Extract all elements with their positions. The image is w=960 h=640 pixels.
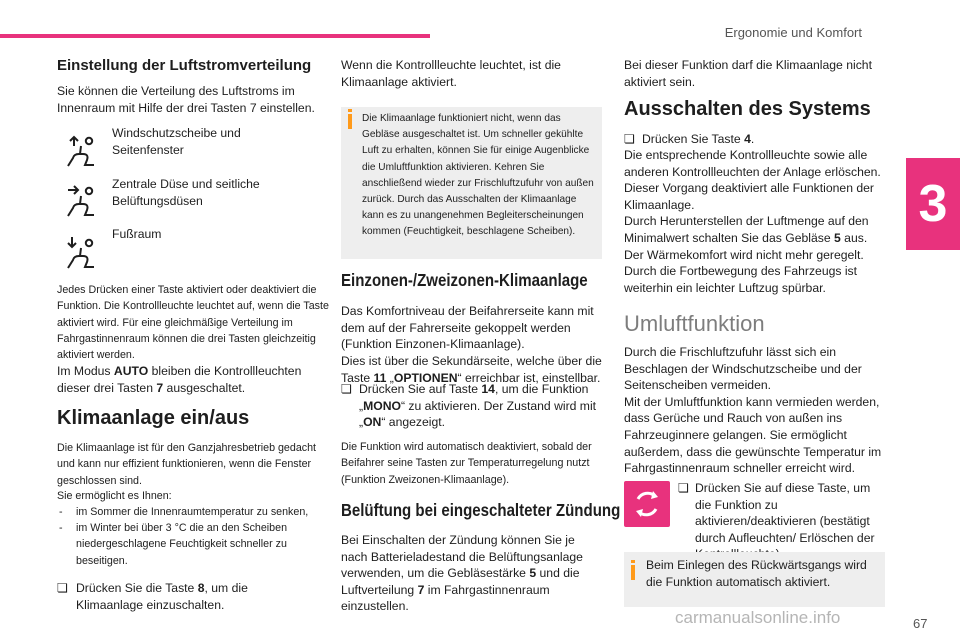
info-box-klima bbox=[341, 107, 602, 259]
paragraph-aus-4: Der Wärmekomfort wird nicht mehr geregelt. bbox=[624, 247, 864, 262]
step-klima-on: Drücken Sie die Taste 8, um die Klimaanlage einzuschalten. bbox=[76, 581, 248, 612]
info-text-rueckwaerts: Beim Einlegen des Rückwärtsgangs wird die Funktion automatisch aktiviert. bbox=[646, 558, 867, 589]
heading-zonen: Einzonen-/Zweizonen-Klimaanlage bbox=[341, 270, 588, 290]
paragraph-aus-5: Durch die Fortbewegung des Fahrzeugs ist weiterhin ein leichter Luftzug spürbar. bbox=[624, 264, 858, 295]
recirculation-icon bbox=[624, 481, 670, 527]
center-vent-icon bbox=[64, 182, 98, 218]
step-mono: Drücken Sie auf Taste 14, um die Funktion „MONO“ zu aktivieren. Der Zustand wird mit „ON“ angezeigt. bbox=[359, 382, 597, 430]
footwell-vent-icon bbox=[64, 234, 98, 270]
option-windshield-label: Windschutzscheibe und Seitenfenster bbox=[112, 126, 241, 157]
info-icon bbox=[348, 114, 352, 129]
step-bullet-icon: ❏ bbox=[341, 382, 352, 396]
paragraph-belueftung: Bei Einschalten der Zündung können Sie je nach Batterieladestand die Belüftungsanlage verwenden, um die Gebläsestärke 5 und die Luftverteilung 7 im Fahrgastinnenraum einzustellen. bbox=[341, 533, 583, 614]
step-bullet-icon: ❏ bbox=[57, 581, 68, 595]
option-footwell-label: Fußraum bbox=[112, 227, 162, 241]
step-taste-4: Drücken Sie Taste 4. bbox=[642, 132, 755, 146]
paragraph-uml-2: Mit der Umluftfunktion kann vermieden werden, dass Gerüche und Rauch von außen ins Fahrzeuginnere gelangen. Sie ermöglicht außerdem, dass die gewünschte Temperatur im Fahrgastinnenraum schneller erreicht wird. bbox=[624, 394, 882, 476]
paragraph-kontrollleuchte: Wenn die Kontrollleuchte leuchtet, ist die Klimaanlage aktiviert. bbox=[341, 58, 561, 89]
option-center-vent-label: Zentrale Düse und seitliche Belüftungsdüsen bbox=[112, 177, 260, 208]
info-box-rueckwaerts bbox=[624, 552, 885, 607]
list-dash: - bbox=[59, 522, 63, 534]
recirculation-button-image bbox=[624, 481, 670, 527]
info-text-klima: Die Klimaanlage funktioniert nicht, wenn das Gebläse ausgeschaltet ist. Um schneller gekühlte Luft zu erhalten, können Sie für einige Augenblicke die Umluftfunktion aktivieren. Kehren Sie anschließend wieder zur Frischluftzufuhr von außen zurück. Durch das Ausschalten der Klimaanlage kann es zu unangenehmen Begleiterscheinungen kommen (Feuchtigkeit, beschlagene Scheiben). bbox=[362, 113, 594, 238]
paragraph-druecken: Jedes Drücken einer Taste aktiviert oder deaktiviert die Funktion. Die Kontrollleuchte leuchtet auf, wenn die Taste aktiviert wird. Für eine gleichmäßige Verteilung im Fahrgastinnenraum können die drei Tasten gleichzeitig aktiviert werden. bbox=[57, 284, 329, 362]
paragraph-komfort: Das Komfortniveau der Beifahrerseite kann mit dem auf der Fahrerseite gekoppelt werden (Funktion Einzonen-Klimaanlage). bbox=[341, 304, 594, 352]
paragraph-aus-3: Durch Herunterstellen der Luftmenge auf den Minimalwert schalten Sie das Gebläse 5 aus. bbox=[624, 214, 869, 245]
page-number: 67 bbox=[913, 616, 928, 631]
list-dash: - bbox=[59, 506, 63, 518]
step-bullet-icon: ❏ bbox=[678, 481, 689, 495]
paragraph-sekundaerseite: Dies ist über die Sekundärseite, welche über die Taste 11 „OPTIONEN“ erreichbar ist, einstellbar. bbox=[341, 354, 602, 385]
section-title: Ergonomie und Komfort bbox=[724, 25, 862, 40]
info-icon bbox=[631, 565, 635, 580]
step-bullet-icon: ❏ bbox=[624, 132, 635, 146]
paragraph-ausschalten bbox=[624, 147, 886, 296]
step-umluft: Drücken Sie auf diese Taste, um die Funktion zu aktivieren/deaktivieren (bestätigt durch Aufleuchten/ Erlöschen der bbox=[695, 481, 875, 545]
header-accent-bar bbox=[0, 34, 430, 38]
windshield-vent-icon bbox=[64, 132, 98, 168]
paragraph-aus-1: Die entsprechende Kontrollleuchte sowie alle anderen Kontrollleuchten der Anlage erlöschen. bbox=[624, 148, 881, 179]
paragraph-uml-1: Durch die Frischluftzufuhr lässt sich ein Beschlagen der Windschutzscheibe und der Seitenscheiben vermeiden. bbox=[624, 345, 862, 393]
paragraph-auto-mode: Im Modus AUTO bleiben die Kontrollleuchten dieser drei Tasten 7 ausgeschaltet. bbox=[57, 364, 302, 395]
list-item-summer: im Sommer die Innenraumtemperatur zu senken, bbox=[76, 506, 309, 518]
heading-belueftung: Belüftung bei eingeschalteter Zündung bbox=[341, 500, 621, 520]
heading-ausschalten: Ausschalten des Systems bbox=[624, 98, 871, 120]
paragraph-luft: Sie können die Verteilung des Luftstroms im Innenraum mit Hilfe der drei Tasten 7 einstellen. bbox=[57, 84, 315, 115]
heading-klimaanlage: Klimaanlage ein/aus bbox=[57, 407, 250, 429]
paragraph-umluft bbox=[624, 344, 886, 477]
paragraph-ermoeglicht: Sie ermöglicht es Ihnen: bbox=[57, 490, 172, 502]
paragraph-dieser-funktion: Bei dieser Funktion darf die Klimaanlage nicht aktiviert sein. bbox=[624, 58, 872, 89]
paragraph-klima: Die Klimaanlage ist für den Ganzjahresbetrieb gedacht und kann nur effizient funktionieren, wenn die Fenster geschlossen sind. bbox=[57, 442, 317, 487]
list-item-winter: im Winter bei über 3 °C die an den Scheiben niedergeschlagene Feuchtigkeit schneller zu beseitigen. bbox=[76, 522, 288, 567]
paragraph-aus-2: Dieser Vorgang deaktiviert alle Funktionen der Klimaanlage. bbox=[624, 181, 874, 212]
watermark: carmanualsonline.info bbox=[675, 608, 841, 627]
heading-umluft: Umluftfunktion bbox=[624, 311, 765, 336]
paragraph-auto-deaktiviert: Die Funktion wird automatisch deaktiviert, sobald der Beifahrer seine Tasten zur Temperaturregelung nutzt (Funktion Zweizonen-Klimaanlage). bbox=[341, 441, 592, 486]
chapter-tab: 3 bbox=[906, 158, 960, 250]
heading-luftstromverteilung: Einstellung der Luftstromverteilung bbox=[57, 57, 312, 74]
